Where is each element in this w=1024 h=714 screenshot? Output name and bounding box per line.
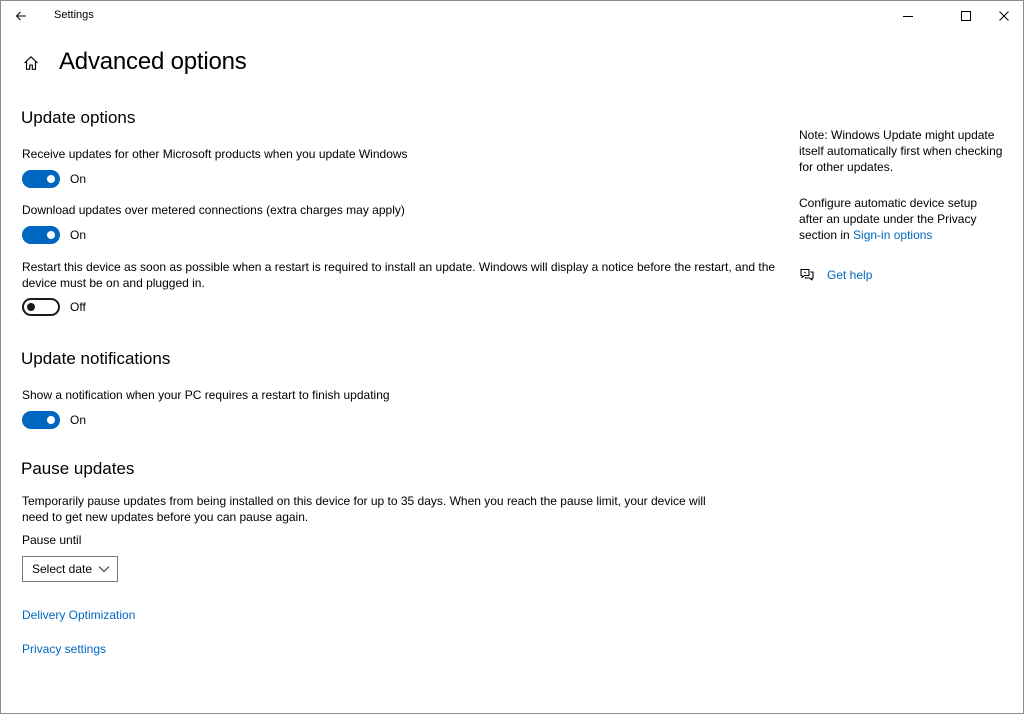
help-chat-icon [799,267,815,283]
restart-notification-row [22,411,86,429]
home-icon [23,55,39,71]
pause-updates-description [22,493,742,525]
get-help-link[interactable]: Get help [827,268,873,282]
update-note [799,127,1013,175]
maximize-icon [961,11,971,21]
title-bar [1,1,1023,31]
sign-in-options-link[interactable]: Sign-in options [853,228,933,242]
restart-notification-state: On [70,413,87,427]
page-title: Advanced options [59,48,247,75]
restart-device-row [22,298,86,316]
pause-updates-heading: Pause updates [21,459,135,478]
update-options-heading: Update options [21,108,136,127]
receive-updates-state: On [70,172,87,186]
metered-updates-toggle[interactable] [22,226,60,244]
pause-description-line2: need to get new updates before you can pause again. [22,510,309,524]
metered-updates-row [22,226,86,244]
update-note-line2: itself automatically first when checking [799,144,1003,158]
restart-device-state: Off [70,300,86,314]
select-date-value: Select date [32,562,93,576]
back-arrow-icon [15,10,27,22]
device-setup-prefix: section in [799,228,854,242]
toggle-knob [47,175,55,183]
restart-notification-toggle[interactable] [22,411,60,429]
restart-device-label [22,259,782,291]
receive-updates-label: Receive updates for other Microsoft products when you update Windows [22,147,408,161]
pause-description-line1: Temporarily pause updates from being installed on this device for up to 35 days. When you reach the pause limit, your device will [22,494,706,508]
restart-device-label-line1: Restart this device as soon as possible when a restart is required to install an update. Windows will display a notice before the restart, and the [22,260,776,274]
pause-until-label: Pause until [22,533,82,547]
device-setup-line2: after an update under the Privacy [799,212,977,226]
device-setup-line3 [799,227,1013,243]
metered-updates-label: Download updates over metered connections (extra charges may apply) [22,203,405,217]
update-notifications-heading: Update notifications [21,349,171,368]
chevron-down-icon [98,563,110,575]
restart-device-label-line2: device must be on and plugged in. [22,276,205,290]
metered-updates-state: On [70,228,87,242]
device-setup-line1: Configure automatic device setup [799,196,978,210]
back-button[interactable] [7,3,35,29]
restart-device-toggle[interactable] [22,298,60,316]
close-icon [999,11,1009,21]
privacy-settings-link[interactable]: Privacy settings [22,642,107,656]
receive-updates-toggle[interactable] [22,170,60,188]
toggle-knob [27,303,35,311]
home-button[interactable] [20,52,42,74]
receive-updates-row [22,170,86,188]
update-note-line1: Note: Windows Update might update [799,128,995,142]
delivery-optimization-link[interactable]: Delivery Optimization [22,608,136,622]
minimize-button[interactable] [885,1,931,31]
device-setup-note [799,195,1013,243]
get-help-row [799,266,872,284]
minimize-icon [903,11,913,21]
close-button[interactable] [981,1,1024,31]
toggle-knob [47,231,55,239]
toggle-knob [47,416,55,424]
update-note-line3: for other updates. [799,160,894,174]
restart-notification-label: Show a notification when your PC requires a restart to finish updating [22,388,390,402]
app-title: Settings [54,9,94,21]
select-date-dropdown[interactable] [22,556,118,582]
